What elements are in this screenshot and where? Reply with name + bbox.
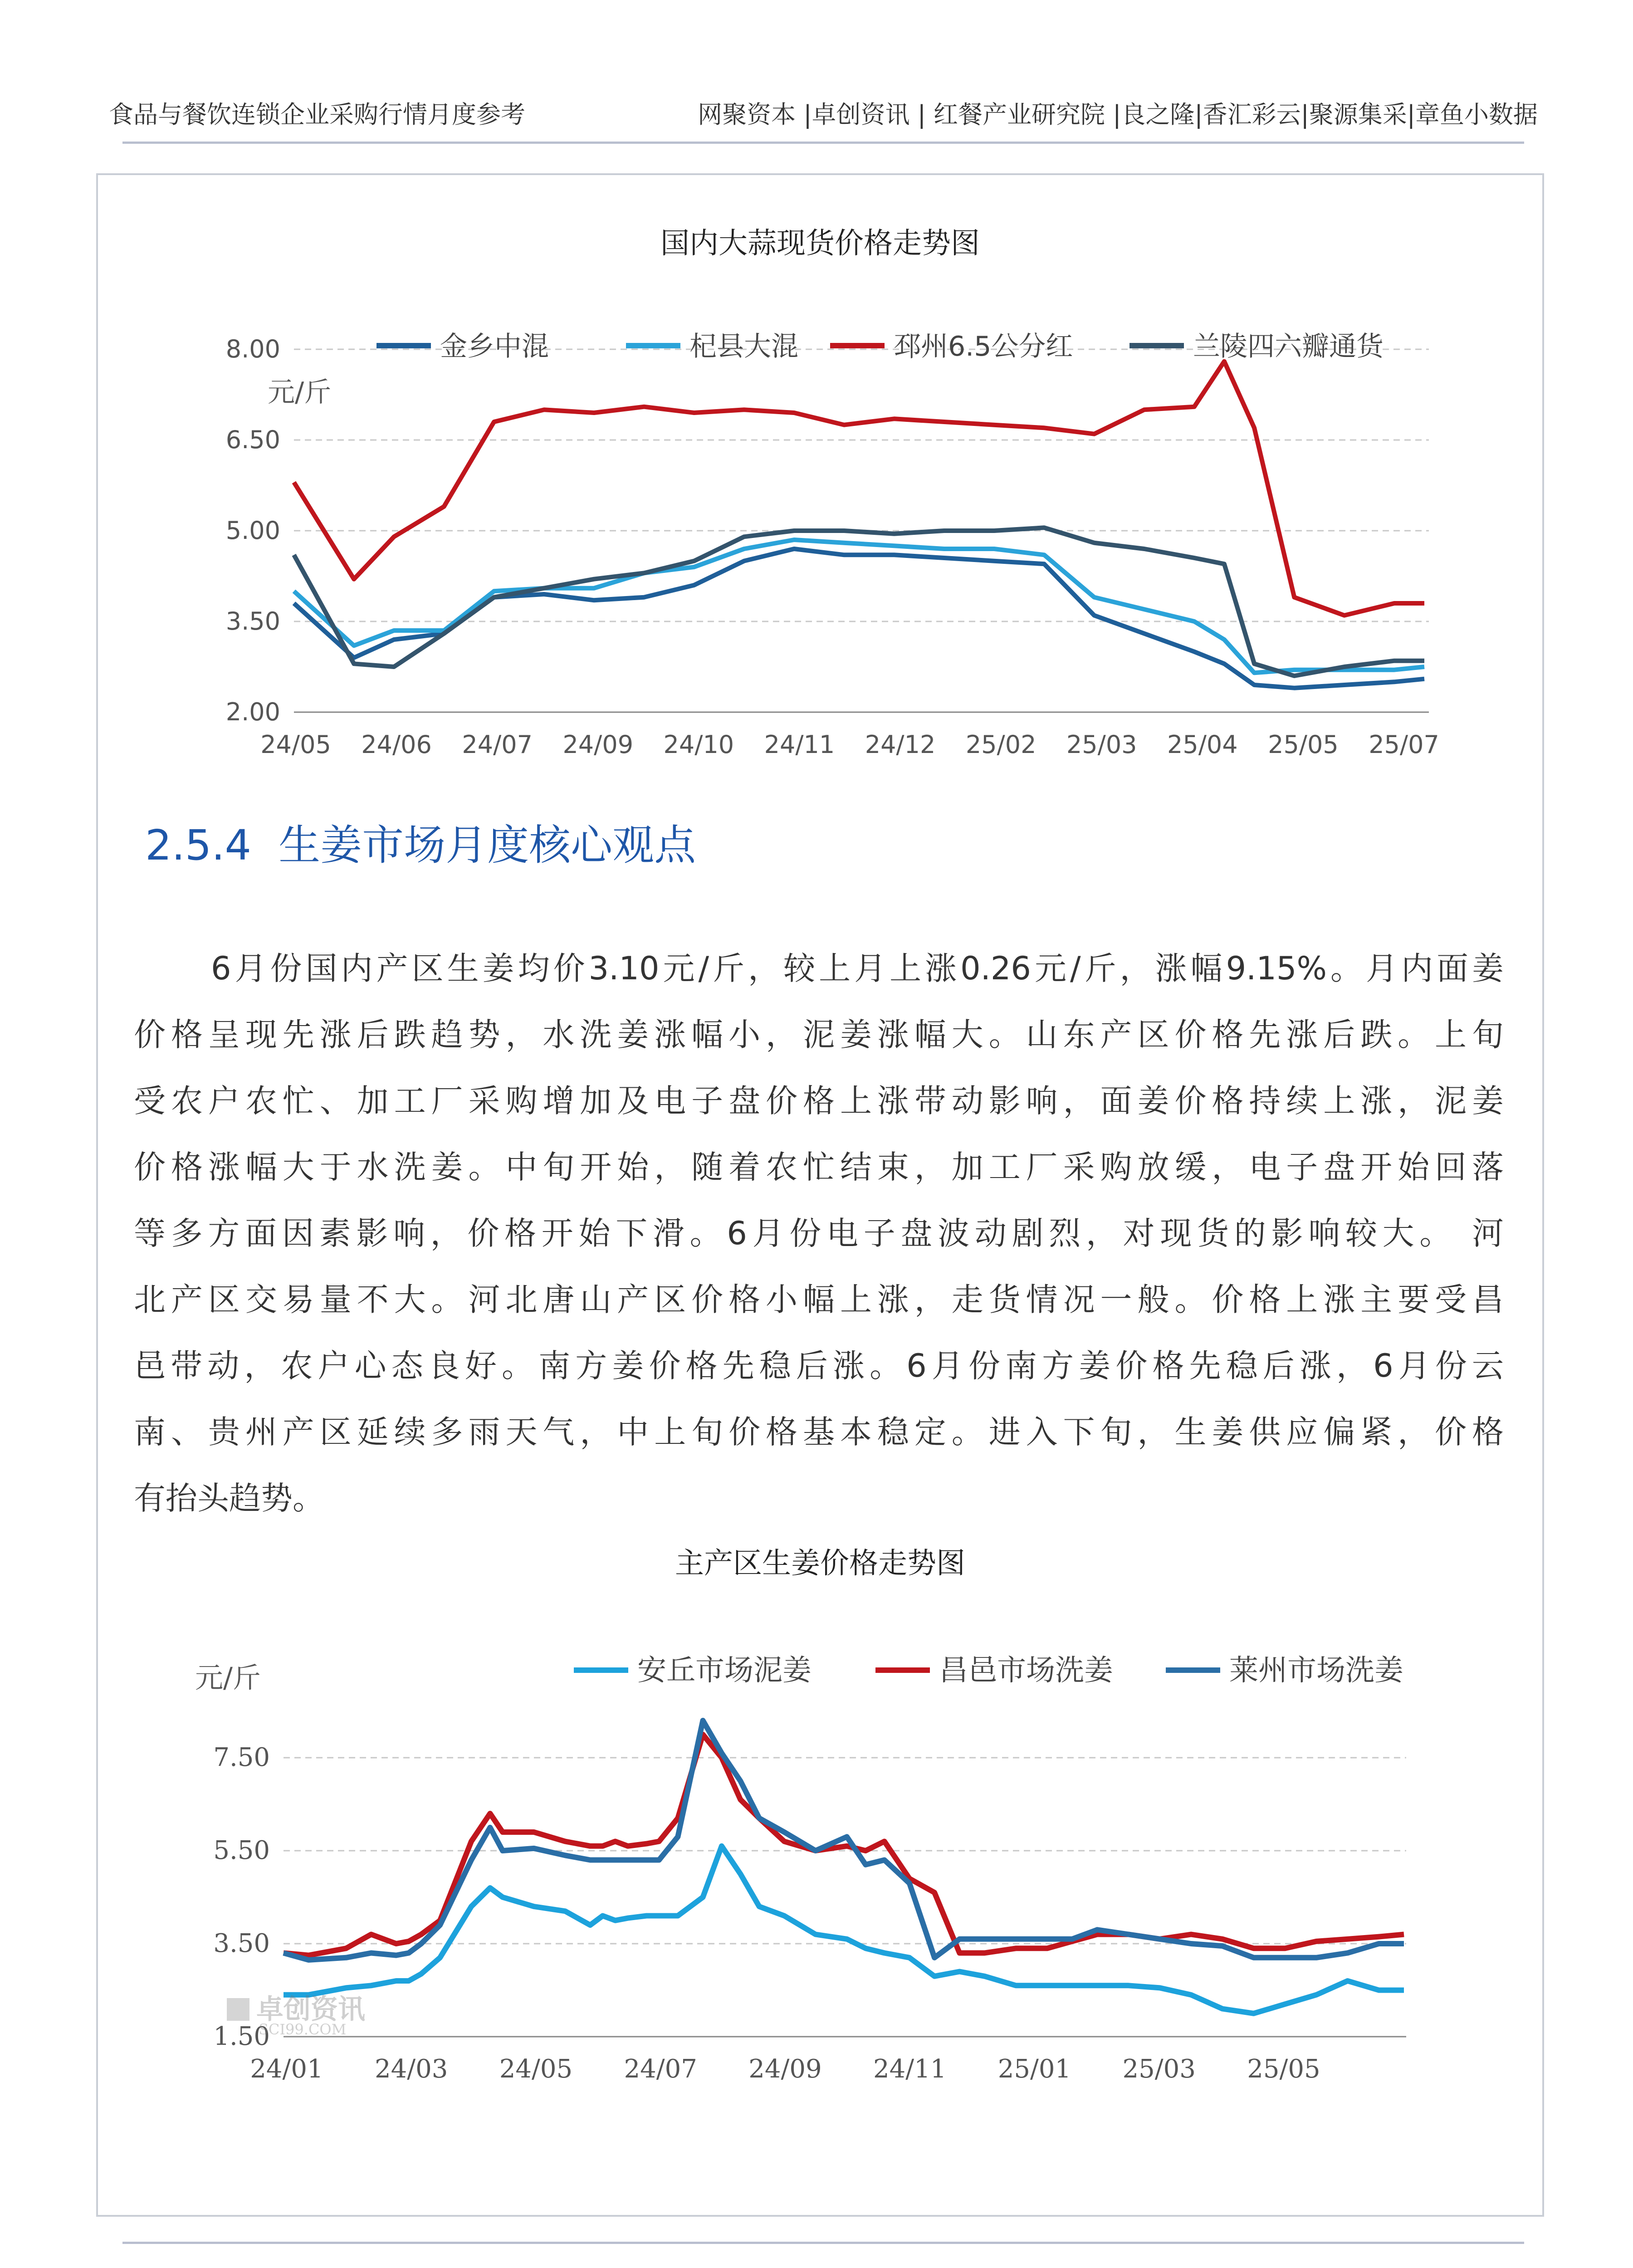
x-tick-label: 25/07 (1369, 730, 1439, 759)
y-axis-label: 元/斤 (268, 376, 332, 408)
watermark-text: 卓创资讯 (256, 1994, 365, 2025)
garlic-price-chart (0, 0, 1633, 794)
series-line-1 (284, 1735, 1404, 1955)
x-tick-label: 24/09 (748, 2054, 822, 2084)
legend-label: 兰陵四六瓣通货 (1193, 331, 1384, 362)
series-line-1 (294, 540, 1424, 673)
x-tick-label: 25/01 (997, 2054, 1071, 2084)
x-tick-label: 24/01 (250, 2054, 323, 2084)
x-tick-label: 24/11 (873, 2054, 947, 2084)
y-tick-label: 3.50 (213, 1929, 270, 1958)
y-tick-label: 1.50 (213, 2022, 270, 2051)
series-line-2 (284, 1721, 1404, 1960)
legend-label: 杞县大混 (689, 331, 798, 362)
x-tick-label: 24/05 (260, 730, 331, 759)
x-tick-label: 25/03 (1122, 2054, 1196, 2084)
x-tick-label: 25/05 (1268, 730, 1339, 759)
y-tick-label: 5.50 (213, 1836, 270, 1865)
paragraph-line: 等多方面因素影响，价格开始下滑。6月份电子盘波动剧烈，对现货的影响较大。 河 (134, 1215, 1504, 1252)
paragraph-line: 6月份国内产区生姜均价3.10元/斤，较上月上涨0.26元/斤，涨幅9.15%。月内面姜 (211, 950, 1504, 987)
paragraph-line: 价格涨幅大于水洗姜。中旬开始，随着农忙结束，加工厂采购放缓，电子盘开始回落 (134, 1149, 1504, 1186)
x-tick-label: 24/03 (375, 2054, 448, 2084)
x-tick-label: 24/11 (764, 730, 835, 759)
series-line-2 (294, 362, 1424, 616)
series-line-3 (294, 528, 1424, 676)
x-tick-label: 24/12 (865, 730, 936, 759)
x-tick-label: 24/05 (499, 2054, 573, 2084)
x-tick-label: 25/04 (1167, 730, 1238, 759)
paragraph-line: 南、贵州产区延续多雨天气，中上旬价格基本稳定。进入下旬，生姜供应偏紧，价格 (134, 1413, 1504, 1451)
legend-label: 昌邑市场洗姜 (939, 1654, 1113, 1687)
legend-label: 莱州市场洗姜 (1229, 1654, 1403, 1687)
header-right-sources: 网聚资本 |卓创资讯 | 红餐产业研究院 |良之隆|香汇彩云|聚源集采|章鱼小数据 (698, 100, 1538, 129)
x-tick-label: 25/03 (1066, 730, 1137, 759)
ginger-price-chart (0, 1588, 1633, 2109)
header-left-title: 食品与餐饮连锁企业采购行情月度参考 (109, 100, 525, 129)
y-tick-label: 8.00 (225, 335, 280, 363)
footer-divider (122, 2242, 1524, 2244)
x-tick-label: 24/06 (361, 730, 432, 759)
section-heading (145, 812, 696, 872)
y-tick-label: 3.50 (225, 607, 280, 635)
y-tick-label: 6.50 (225, 425, 280, 454)
paragraph-line: 价格呈现先涨后跌趋势，水洗姜涨幅小，泥姜涨幅大。山东产区价格先涨后跌。上旬 (134, 1016, 1504, 1053)
x-tick-label: 25/02 (965, 730, 1037, 759)
paragraph-line: 受农户农忙、加工厂采购增加及电子盘价格上涨带动影响，面姜价格持续上涨，泥姜 (134, 1082, 1504, 1119)
x-tick-label: 25/05 (1247, 2054, 1320, 2084)
x-tick-label: 24/09 (562, 730, 634, 759)
x-tick-label: 24/07 (462, 730, 533, 759)
watermark-subtext: SCI99.COM (259, 2021, 347, 2038)
paragraph-line: 北产区交易量不大。河北唐山产区价格小幅上涨，走货情况一般。价格上涨主要受昌 (134, 1281, 1504, 1318)
watermark-mark (227, 1998, 249, 2021)
series-line-0 (284, 1846, 1404, 2014)
section-number: 2.5.4 (145, 821, 252, 870)
y-tick-label: 5.00 (225, 516, 280, 545)
y-axis-label: 元/斤 (195, 1661, 261, 1694)
y-tick-label: 2.00 (225, 698, 280, 726)
garlic-chart-title: 国内大蒜现货价格走势图 (660, 227, 980, 260)
y-tick-label: 7.50 (213, 1743, 270, 1772)
legend-label: 邳州6.5公分红 (894, 331, 1073, 362)
ginger-market-paragraph (134, 935, 1504, 1531)
ginger-chart-title: 主产区生姜价格走势图 (675, 1547, 965, 1580)
x-tick-label: 24/10 (663, 730, 734, 759)
x-tick-label: 24/07 (624, 2054, 697, 2084)
legend-label: 安丘市场泥姜 (637, 1654, 812, 1687)
section-title-text: 生姜市场月度核心观点 (279, 821, 696, 870)
paragraph-line: 邑带动，农户心态良好。南方姜价格先稳后涨。6月份南方姜价格先稳后涨，6月份云 (134, 1347, 1504, 1384)
paragraph-line: 有抬头趋势。 (134, 1480, 324, 1517)
legend-label: 金乡中混 (440, 331, 549, 362)
